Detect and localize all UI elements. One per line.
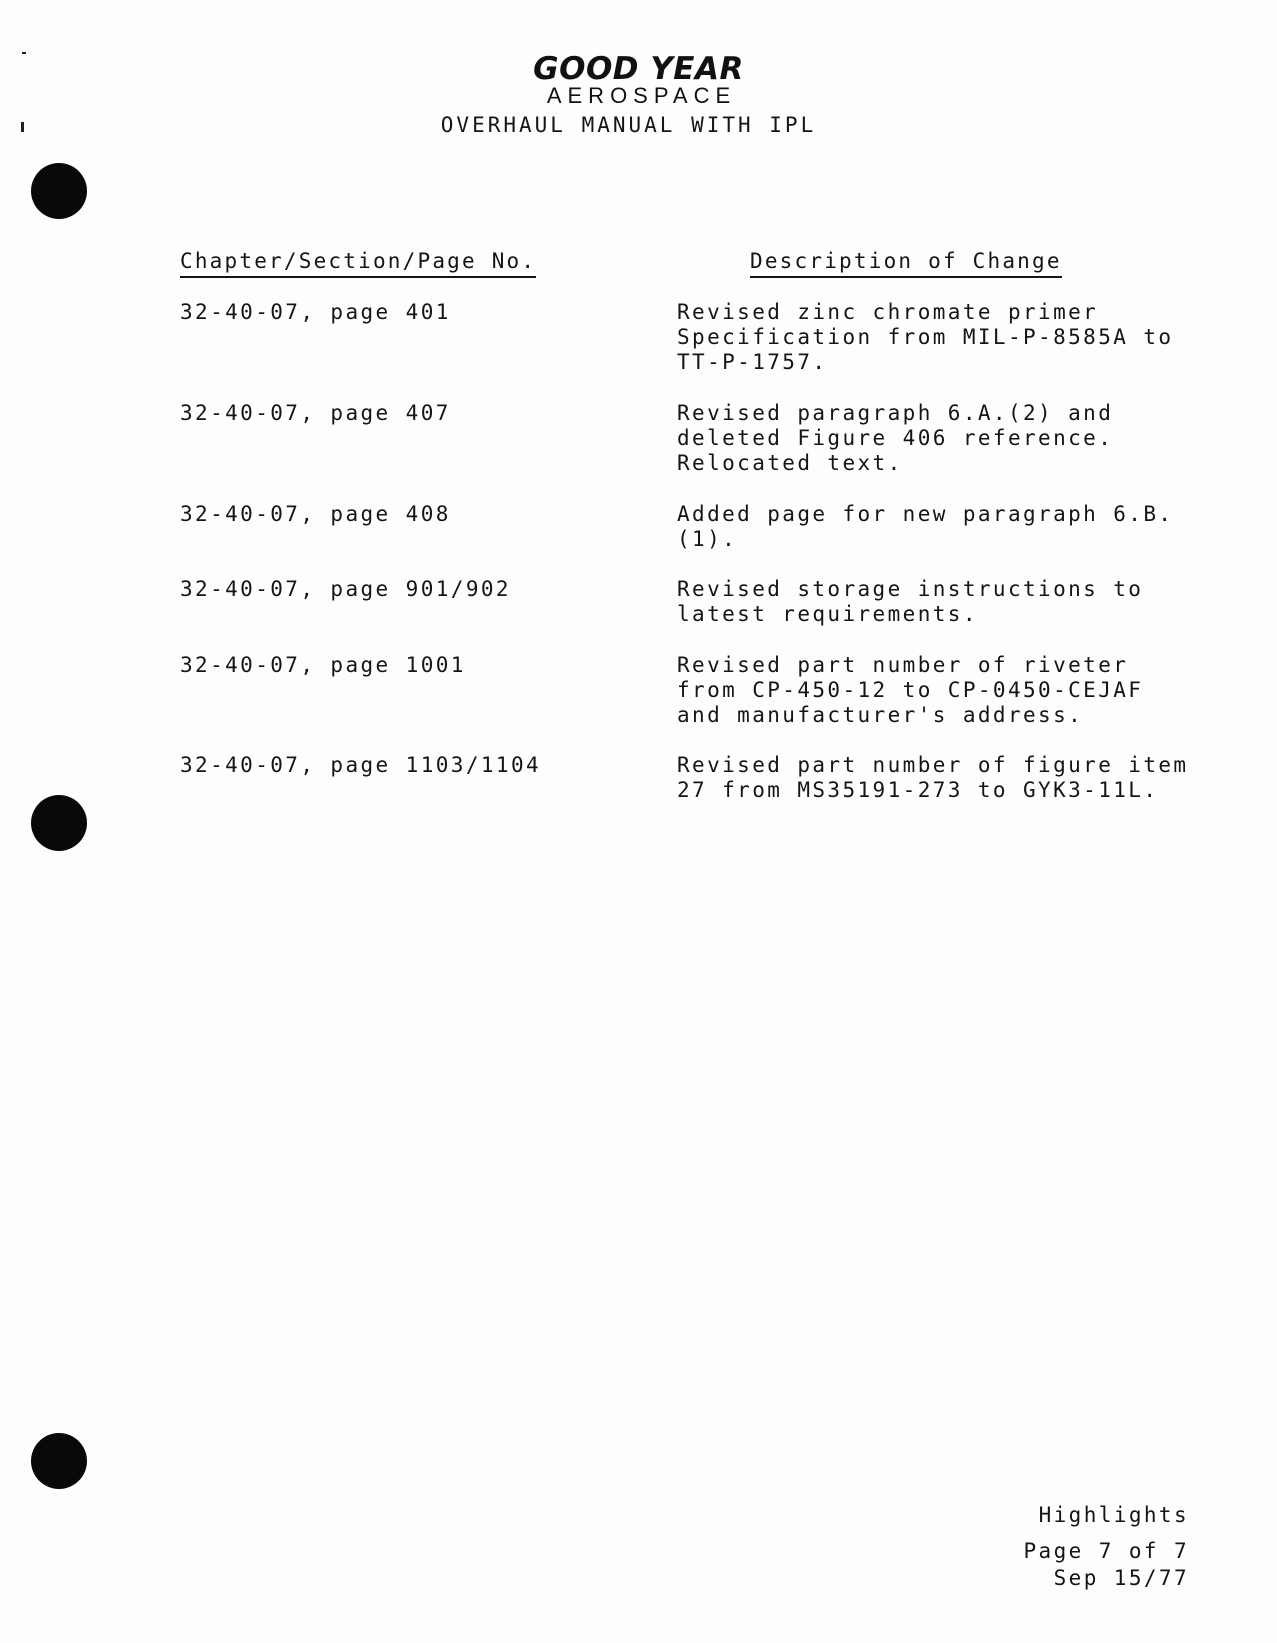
column-header-description: Description of Change — [750, 248, 1062, 278]
row-reference: 32-40-07, page 401 — [180, 300, 451, 324]
punch-hole — [31, 1433, 87, 1489]
logo-brand: GOOD YEAR — [533, 51, 744, 87]
row-reference: 32-40-07, page 901/902 — [180, 577, 511, 601]
row-description: Revised zinc chromate primer Specification from MIL-P-8585A to TT-P-1757. — [677, 300, 1174, 374]
footer-section: Highlights — [1038, 1503, 1189, 1527]
manual-title: OVERHAUL MANUAL WITH IPL — [440, 113, 817, 137]
logo-division: AEROSPACE — [546, 83, 737, 108]
goodyear-logo — [533, 52, 744, 106]
footer-date: Sep 15/77 — [1053, 1566, 1189, 1590]
row-description: Revised storage instructions to latest requirements. — [677, 577, 1144, 626]
row-description: Revised part number of riveter from CP-450-12 to CP-0450-CEJAF and manufacturer's address. — [677, 653, 1144, 727]
row-reference: 32-40-07, page 408 — [180, 502, 451, 526]
row-reference: 32-40-07, page 1103/1104 — [180, 753, 542, 777]
page-header — [0, 52, 1277, 107]
punch-hole — [31, 163, 87, 219]
row-description: Added page for new paragraph 6.B. (1). — [677, 502, 1174, 551]
row-description: Revised part number of figure item 27 from MS35191-273 to GYK3-11L. — [677, 753, 1189, 802]
footer-page-number: Page 7 of 7 — [1023, 1539, 1189, 1563]
row-description: Revised paragraph 6.A.(2) and deleted Figure 406 reference. Relocated text. — [677, 401, 1114, 475]
row-reference: 32-40-07, page 407 — [180, 401, 451, 425]
column-header-chapter: Chapter/Section/Page No. — [180, 248, 536, 278]
punch-hole — [31, 795, 87, 851]
row-reference: 32-40-07, page 1001 — [180, 653, 466, 677]
